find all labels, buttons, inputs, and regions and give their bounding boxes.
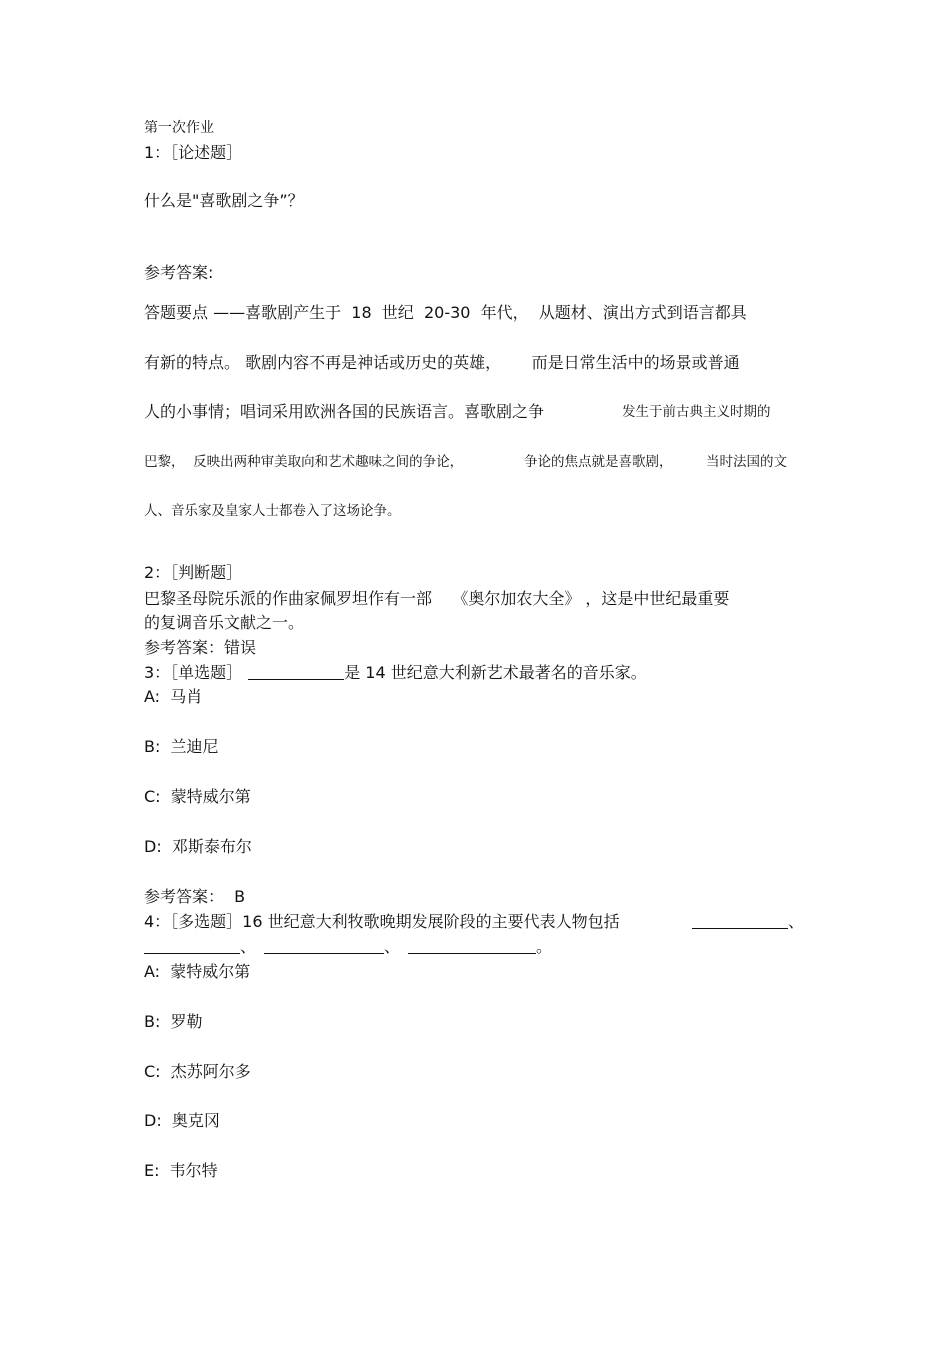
- q1-answer-line: 发生于前古典主义时期的: [622, 404, 771, 420]
- q3-heading: 3：［单选题］: [144, 663, 243, 682]
- q2-question-line: 的复调音乐文献之一。: [144, 613, 305, 632]
- answer-blank: [264, 939, 384, 954]
- answer-blank: [248, 665, 344, 680]
- q3-line: [144, 665, 647, 681]
- q2-answer: 参考答案：错误: [144, 638, 257, 657]
- q3-option-d: D: 邓斯泰布尔: [144, 837, 252, 856]
- q3-option-b: B: 兰迪尼: [144, 737, 219, 756]
- q4-option-e: E: 韦尔特: [144, 1161, 218, 1180]
- separator: 、: [240, 937, 257, 956]
- q1-heading: 1：［论述题］: [144, 143, 243, 162]
- q4-option-b: B: 罗勒: [144, 1012, 203, 1031]
- q1-answer-line: 巴黎， 反映出两种审美取向和艺术趣味之间的争论，: [144, 454, 464, 470]
- q1-answer-line: 答题要点 ——喜歌剧产生于 18 世纪 20-30 年代， 从题材、演出方式到语言都具: [144, 303, 747, 322]
- answer-blank: [692, 914, 788, 929]
- q1-question: 什么是"喜歌剧之争”？: [144, 191, 304, 210]
- separator: 、: [788, 912, 805, 931]
- q4-blanks-line: [144, 939, 552, 955]
- answer-blank: [144, 939, 240, 954]
- separator: 、: [384, 937, 401, 956]
- q1-answer-line: 人、音乐家及皇家人士都卷入了这场论争。: [144, 503, 401, 519]
- q4-blank-1: [692, 914, 804, 930]
- q3-option-a: A: 马肖: [144, 687, 203, 706]
- q3-question: 是 14 世纪意大利新艺术最著名的音乐家。: [344, 663, 647, 682]
- q4-option-d: D: 奥克冈: [144, 1111, 220, 1130]
- separator: 。: [536, 937, 553, 956]
- q4-option-a: A: 蒙特威尔第: [144, 962, 251, 981]
- q1-answer-line: 人的小事情；唱词采用欧洲各国的民族语言。喜歌剧之争: [144, 402, 545, 421]
- q1-answer-line: 争论的焦点就是喜歌剧，: [524, 454, 673, 470]
- q1-answer-label: 参考答案:: [144, 263, 214, 282]
- q1-answer-line: 当时法国的文: [706, 454, 787, 470]
- doc-title: 第一次作业: [144, 120, 214, 136]
- q3-option-c: C: 蒙特威尔第: [144, 787, 251, 806]
- q4-heading: 4：［多选题］16 世纪意大利牧歌晚期发展阶段的主要代表人物包括: [144, 912, 620, 931]
- q2-heading: 2：［判断题］: [144, 563, 243, 582]
- q4-option-c: C: 杰苏阿尔多: [144, 1062, 251, 1081]
- q1-answer-line: 有新的特点。 歌剧内容不再是神话或历史的英雄， 而是日常生活中的场景或普通: [144, 353, 740, 372]
- answer-blank: [408, 939, 536, 954]
- q2-question-line: 巴黎圣母院乐派的作曲家佩罗坦作有一部 《奥尔加农大全》 ，这是中世纪最重要: [144, 589, 730, 608]
- q3-answer: 参考答案： B: [144, 887, 246, 906]
